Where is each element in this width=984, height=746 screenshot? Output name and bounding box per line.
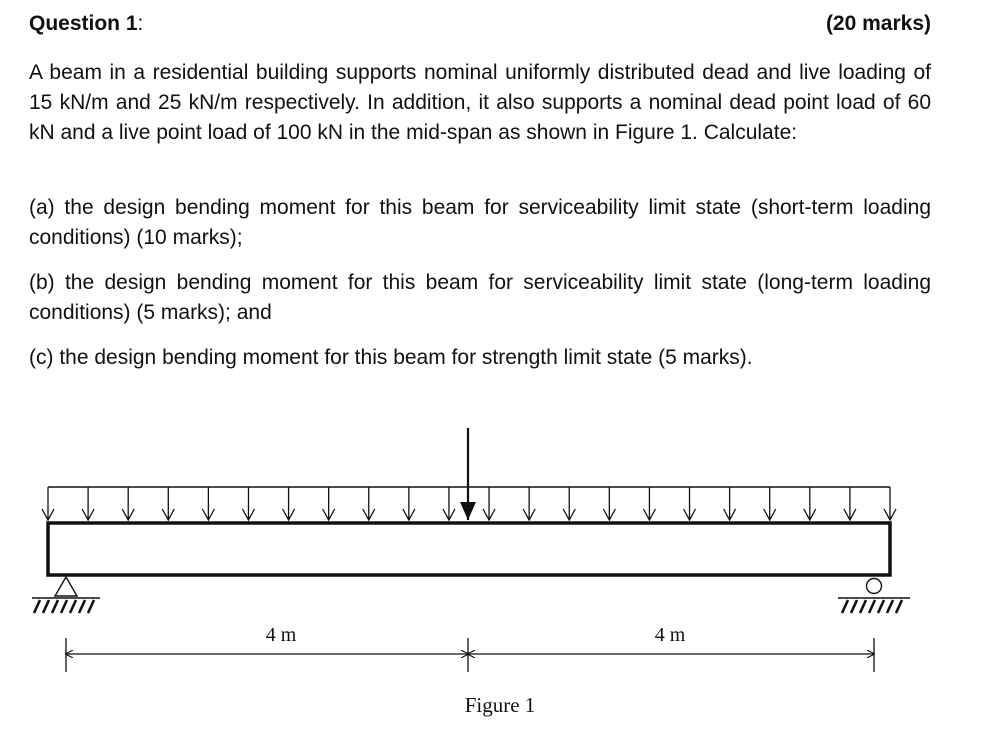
distributed-load-arrow [684,487,696,520]
distributed-load-arrow [443,487,455,520]
part-b: (b) the design bending moment for this beam for serviceability limit state (long-term loading conditions) (5 marks); and [29,271,931,324]
roller-ground-hatch [842,600,902,613]
distributed-load-arrow [884,487,896,520]
distributed-load-arrow [804,487,816,520]
distributed-load-arrow [363,487,375,520]
question-marks: (20 marks) [825,12,931,35]
distributed-load-arrow [643,487,655,520]
dimension-lines [66,638,874,672]
distributed-load-arrow [323,487,335,520]
question-intro: A beam in a residential building supports nominal uniformly distributed dead and live loading of 15 kN/m and 25 kN/m respectively. In addition, it also supports a nominal dead point load of 60 kN and a live point load of 100 kN in the mid-span as shown in Figure 1. Calculate: [29,61,931,144]
distributed-load-arrow [844,487,856,520]
question-header [29,12,931,42]
distributed-load-arrow [724,487,736,520]
point-load [460,428,476,520]
right-span-label: 4 m [654,624,686,646]
distributed-load-arrow [483,487,495,520]
pin-support [32,577,100,613]
pin-support-triangle [55,577,77,596]
distributed-load-arrow [283,487,295,520]
part-c: (c) the design bending moment for this beam for strength limit state (5 marks). [29,346,753,369]
beam [48,523,890,575]
distributed-load-arrow [403,487,415,520]
part-a: (a) the design bending moment for this beam for serviceability limit state (short-term loading conditions) (10 marks); [29,196,931,249]
beam-figure [0,410,984,746]
question-label: Question 1 [29,12,138,35]
distributed-load-arrow [202,487,214,520]
pin-ground-hatch [34,600,94,613]
distributed-load-arrow [523,487,535,520]
distributed-load-arrow [603,487,615,520]
distributed-load-arrow [122,487,134,520]
distributed-load-arrow [764,487,776,520]
point-load-arrowhead [460,502,476,520]
question-title [29,12,143,36]
figure-caption: Figure 1 [464,693,536,717]
left-span-label: 4 m [265,624,297,646]
distributed-load-arrow [162,487,174,520]
distributed-load-arrow [563,487,575,520]
roller-support [838,579,910,614]
roller-support-circle [867,579,882,594]
distributed-load-arrow [42,487,54,520]
question-colon: : [137,12,144,35]
distributed-load-arrow [242,487,254,520]
distributed-load-arrow [82,487,94,520]
